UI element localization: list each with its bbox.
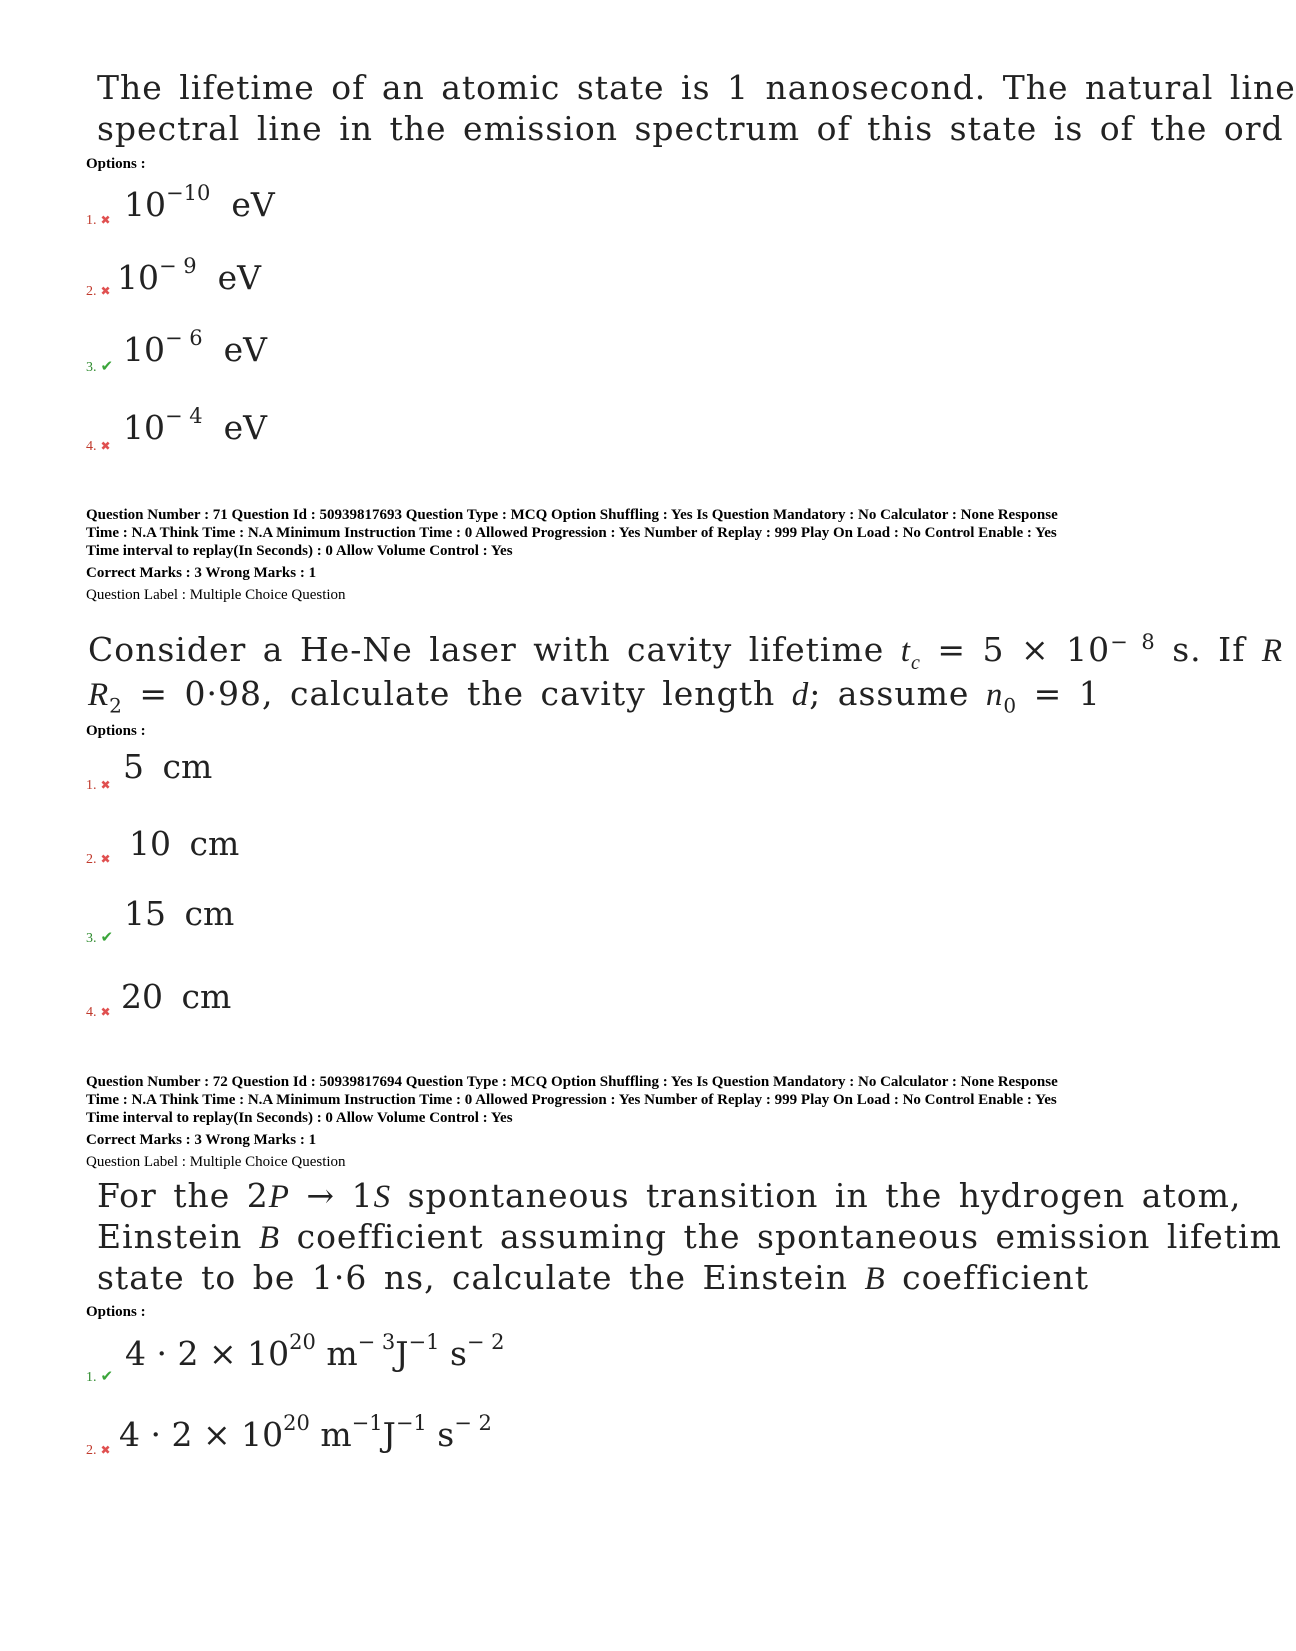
q71-question-line-2: $R_2 = 0\cdot 98$, calculate the cavity length d; assume $n_0 = 1$ bbox=[88, 674, 1101, 718]
wrong-icon: ✖ bbox=[100, 1005, 111, 1019]
q71-options-label: Options : bbox=[86, 723, 146, 739]
q70-question-line-1: The lifetime of an atomic state is 1 nanosecond. The natural line bbox=[97, 68, 1296, 107]
q71-meta-line-2: Time : N.A Think Time : N.A Minimum Instruction Time : 0 Allowed Progression : Yes Number of Replay : 999 Play On Load : No Control Enable : Yes bbox=[86, 525, 1057, 541]
wrong-icon: ✖ bbox=[100, 852, 111, 866]
q70-option-4-answer: $10^{- 4}$ eV bbox=[123, 404, 267, 447]
q70-option-4-number: 4. ✖ bbox=[86, 439, 111, 454]
q70-option-1-number: 1. ✖ bbox=[86, 213, 111, 228]
q72-marks: Correct Marks : 3 Wrong Marks : 1 bbox=[86, 1132, 317, 1148]
q72-option-2-answer: $4 \cdot 2 \times 10^{20}$ $m^{-1}J^{-1}$ $s^{- 2}$ bbox=[119, 1411, 492, 1454]
q72-question-label: Question Label : Multiple Choice Question bbox=[86, 1154, 346, 1170]
check-icon: ✔ bbox=[100, 930, 114, 946]
q71-option-3-number: 3. ✔ bbox=[86, 930, 114, 946]
q71-option-1-number: 1. ✖ bbox=[86, 778, 111, 793]
q71-option-2-number: 2. ✖ bbox=[86, 852, 111, 867]
q71-marks: Correct Marks : 3 Wrong Marks : 1 bbox=[86, 565, 317, 581]
q70-option-3-number: 3. ✔ bbox=[86, 359, 114, 375]
q72-meta-line-1: Question Number : 72 Question Id : 50939817694 Question Type : MCQ Option Shuffling : Yes Is Question Mandatory : No Calculator : None Response bbox=[86, 1074, 1058, 1090]
q72-question-line-2: Einstein B coefficient assuming the spontaneous emission lifetim bbox=[97, 1217, 1282, 1256]
q71-option-1-answer: 5 cm bbox=[123, 747, 213, 786]
q72-options-label: Options : bbox=[86, 1304, 146, 1320]
q72-meta-line-2: Time : N.A Think Time : N.A Minimum Instruction Time : 0 Allowed Progression : Yes Number of Replay : 999 Play On Load : No Control Enable : Yes bbox=[86, 1092, 1057, 1108]
q71-question-line-1: Consider a He-Ne laser with cavity lifetime $t_c = 5 \times 10^{- 8}$ s. If R bbox=[88, 630, 1284, 674]
q72-meta-line-3: Time interval to replay(In Seconds) : 0 Allow Volume Control : Yes bbox=[86, 1110, 513, 1126]
check-icon: ✔ bbox=[100, 1369, 114, 1385]
q71-meta-line-3: Time interval to replay(In Seconds) : 0 Allow Volume Control : Yes bbox=[86, 543, 513, 559]
q72-option-1-number: 1. ✔ bbox=[86, 1369, 114, 1385]
q72-option-2-number: 2. ✖ bbox=[86, 1443, 111, 1458]
check-icon: ✔ bbox=[100, 359, 114, 375]
wrong-icon: ✖ bbox=[100, 213, 111, 227]
wrong-icon: ✖ bbox=[100, 439, 111, 453]
q70-question-line-2: spectral line in the emission spectrum of this state is of the ord bbox=[97, 109, 1284, 148]
wrong-icon: ✖ bbox=[100, 778, 111, 792]
q72-question-line-1: For the 2P → 1S spontaneous transition in the hydrogen atom, bbox=[97, 1176, 1242, 1215]
wrong-icon: ✖ bbox=[100, 1443, 111, 1457]
q71-option-4-number: 4. ✖ bbox=[86, 1005, 111, 1020]
wrong-icon: ✖ bbox=[100, 284, 111, 298]
q71-option-4-answer: 20 cm bbox=[121, 977, 232, 1016]
q71-option-3-answer: 15 cm bbox=[124, 894, 235, 933]
q71-option-2-answer: 10 cm bbox=[129, 824, 240, 863]
q70-option-2-answer: $10^{- 9}$ eV bbox=[117, 254, 261, 297]
q70-option-1-answer: $10^{-10}$ eV bbox=[124, 181, 275, 224]
q71-question-label: Question Label : Multiple Choice Question bbox=[86, 587, 346, 603]
q70-option-2-number: 2. ✖ bbox=[86, 284, 111, 299]
q72-option-1-answer: $4 \cdot 2 \times 10^{20}$ $m^{- 3}J^{-1}$ $s^{- 2}$ bbox=[125, 1330, 505, 1373]
q70-option-3-answer: $10^{- 6}$ eV bbox=[123, 326, 267, 369]
q72-question-line-3: state to be 1·6 ns, calculate the Einstein B coefficient bbox=[97, 1258, 1090, 1297]
q71-meta-line-1: Question Number : 71 Question Id : 50939817693 Question Type : MCQ Option Shuffling : Yes Is Question Mandatory : No Calculator : None Response bbox=[86, 507, 1058, 523]
q70-options-label: Options : bbox=[86, 156, 146, 172]
